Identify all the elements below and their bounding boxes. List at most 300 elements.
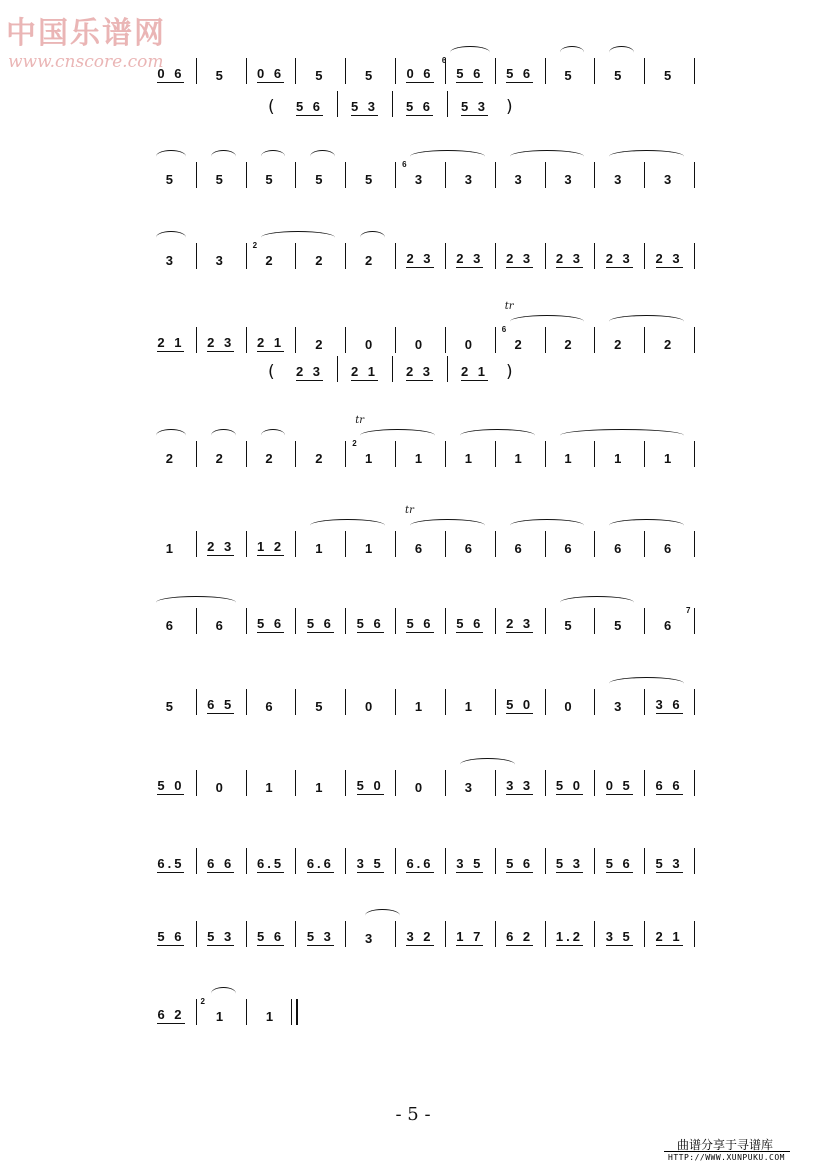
- measure: [644, 693, 694, 719]
- measure-notes: 2 3: [655, 251, 683, 266]
- footer-site-name: 曲谱分享于寻谱库: [677, 1138, 774, 1152]
- measure: [447, 360, 502, 386]
- slur: [211, 429, 236, 442]
- measure: [445, 331, 495, 357]
- measure-notes: 6: [663, 540, 675, 556]
- score-subline: [268, 360, 513, 386]
- measure: [146, 247, 196, 273]
- measure-notes: 2 3: [605, 251, 633, 266]
- paren-close: ): [506, 97, 513, 117]
- measure-notes: 6.6: [306, 856, 334, 871]
- measure: [146, 693, 196, 719]
- slur: [261, 150, 286, 163]
- measure: [295, 331, 345, 357]
- measure-notes: 3: [514, 171, 525, 187]
- measure-notes: 5 6: [605, 856, 633, 871]
- slur: [211, 150, 236, 163]
- measure: [495, 693, 545, 719]
- measure-notes: 5 3: [460, 99, 489, 114]
- measure: [594, 445, 644, 471]
- measure: [545, 852, 595, 878]
- measure: [196, 1003, 246, 1029]
- slur: [310, 150, 335, 163]
- grace-note: 2: [252, 241, 258, 250]
- slur: [510, 315, 585, 328]
- measure: [395, 774, 445, 800]
- measure-notes: 1.2: [555, 929, 583, 944]
- slur: [609, 519, 684, 532]
- measure-notes: 2: [315, 252, 326, 268]
- measure-notes: 0: [464, 336, 475, 352]
- measure: [196, 774, 246, 800]
- grace-note: 2: [200, 997, 205, 1006]
- measure: [447, 95, 502, 121]
- measure: [392, 95, 447, 121]
- measure-notes: 5: [315, 171, 326, 187]
- measure-notes: 5 6: [256, 616, 285, 631]
- measure-notes: 5: [365, 171, 376, 187]
- measure: [445, 852, 495, 878]
- measure-notes: 3: [614, 171, 625, 187]
- measure: [545, 247, 595, 273]
- measure: [196, 925, 246, 951]
- measure-notes: 1: [464, 450, 475, 466]
- slur: [560, 429, 684, 442]
- measure: [295, 852, 345, 878]
- measure: [644, 774, 694, 800]
- slur: [360, 231, 385, 244]
- measure: [495, 166, 545, 192]
- measure-notes: 0 6: [406, 66, 434, 81]
- measure-notes: 1: [663, 450, 675, 466]
- measure-notes: 1: [564, 450, 575, 466]
- measure-notes: 6: [414, 540, 426, 556]
- measure-notes: 1: [514, 450, 525, 466]
- measure: [545, 925, 595, 951]
- measure: [196, 445, 246, 471]
- measure-notes: 1 2: [256, 539, 285, 554]
- measure-notes: 5: [265, 171, 276, 187]
- measure: [594, 693, 644, 719]
- measure: [345, 612, 395, 638]
- barline: [694, 58, 695, 84]
- slur: [609, 315, 684, 328]
- measure: [495, 62, 545, 88]
- measure-notes: 0 6: [157, 66, 185, 81]
- measure-notes: 5 6: [306, 616, 334, 631]
- measure: [345, 852, 395, 878]
- measure: [594, 331, 644, 357]
- score-line: [146, 925, 694, 951]
- measure: [395, 693, 445, 719]
- measure-notes: 6 6: [207, 856, 235, 871]
- measure: [644, 166, 694, 192]
- measure-notes: 3 5: [456, 856, 484, 871]
- measure: [246, 62, 296, 88]
- measure-notes: 1: [315, 540, 326, 556]
- measure: [545, 774, 595, 800]
- slur: [609, 46, 634, 59]
- measure-notes: 5 6: [157, 929, 185, 944]
- measure: [445, 445, 495, 471]
- measure-notes: 2: [265, 252, 276, 268]
- slur: [560, 596, 635, 609]
- measure: [545, 166, 595, 192]
- slur: [156, 231, 186, 244]
- measure-notes: 2 1: [157, 335, 185, 350]
- measure-notes: 2: [663, 336, 675, 352]
- measure: [495, 535, 545, 561]
- slur: [211, 987, 236, 1000]
- measure-notes: 3: [215, 252, 226, 268]
- measure-notes: 3 3: [506, 778, 534, 793]
- measure-notes: 2 3: [555, 251, 583, 266]
- measure-notes: 5: [564, 67, 575, 83]
- measure: [196, 852, 246, 878]
- measure: [644, 612, 694, 638]
- slur: [261, 429, 286, 442]
- measure: [594, 247, 644, 273]
- measure: [146, 62, 196, 88]
- measure-notes: 0: [215, 779, 226, 795]
- measure: [545, 62, 595, 88]
- measure-notes: 1: [315, 779, 326, 795]
- measure-notes: 2 3: [295, 364, 324, 379]
- measure: [395, 166, 445, 192]
- measure: [495, 925, 545, 951]
- measure: [246, 166, 296, 192]
- measure: [295, 445, 345, 471]
- measure-notes: 2: [564, 336, 575, 352]
- measure: [445, 612, 495, 638]
- footer-site-url: HTTP://WWW.XUNPUKU.COM: [668, 1153, 785, 1162]
- trill-marking: tr: [405, 505, 414, 516]
- measure-notes: 1: [265, 1008, 277, 1024]
- measure-notes: 3: [614, 698, 625, 714]
- measure-notes: 3 2: [406, 929, 434, 944]
- measure-notes: 5: [315, 698, 326, 714]
- measure: [295, 925, 345, 951]
- measure: [395, 852, 445, 878]
- measure: [295, 693, 345, 719]
- measure-notes: 2 3: [506, 251, 534, 266]
- measure-notes: 2 3: [406, 251, 434, 266]
- paren-close: ): [506, 362, 513, 382]
- measure: [295, 247, 345, 273]
- barline: [694, 441, 695, 467]
- measure-notes: 1: [265, 779, 276, 795]
- measure: [146, 166, 196, 192]
- measure: [146, 774, 196, 800]
- final-barline-thin: [291, 999, 292, 1025]
- measure: [594, 925, 644, 951]
- measure-notes: 6: [663, 617, 675, 633]
- measure: [445, 535, 495, 561]
- measure: [395, 445, 445, 471]
- measure-notes: 3: [564, 171, 575, 187]
- measure-notes: 1: [464, 698, 475, 714]
- page-number: - 5 -: [395, 1104, 431, 1125]
- measure-notes: 2: [165, 450, 177, 466]
- watermark-url: www.cnscore.com: [8, 52, 164, 72]
- measure: [644, 535, 694, 561]
- measure-notes: 6 5: [207, 697, 235, 712]
- trill-marking: tr: [504, 301, 514, 312]
- measure-notes: 6.6: [406, 856, 434, 871]
- paren-open: (: [268, 97, 275, 117]
- grace-note: 2: [352, 439, 357, 448]
- measure: [495, 612, 545, 638]
- barline: [694, 608, 695, 634]
- measure: [345, 166, 395, 192]
- barline: [694, 848, 695, 874]
- measure: [196, 535, 246, 561]
- measure-notes: 2 3: [456, 251, 484, 266]
- barline: [694, 162, 695, 188]
- measure: [295, 612, 345, 638]
- grace-note: 6: [402, 160, 407, 169]
- measure-notes: 6: [464, 540, 475, 556]
- measure-notes: 5: [215, 67, 226, 83]
- measure: [196, 62, 246, 88]
- measure-notes: 6: [215, 617, 226, 633]
- slur: [410, 150, 485, 163]
- measure: [246, 1003, 296, 1029]
- measure: [644, 62, 694, 88]
- slur: [510, 519, 585, 532]
- measure: [295, 535, 345, 561]
- barline: [694, 327, 695, 353]
- measure-notes: 5: [215, 171, 226, 187]
- measure: [594, 852, 644, 878]
- measure: [345, 774, 395, 800]
- measure: [445, 925, 495, 951]
- slur: [460, 758, 515, 771]
- score-line: [146, 774, 694, 800]
- slur: [360, 429, 435, 442]
- measure-notes: 6.5: [157, 856, 185, 871]
- measure: [445, 774, 495, 800]
- measure: [395, 62, 445, 88]
- measure: [545, 612, 595, 638]
- measure: [445, 247, 495, 273]
- measure: [246, 331, 296, 357]
- measure-notes: 5: [165, 698, 177, 714]
- measure: [146, 612, 196, 638]
- grace-note: 7: [686, 606, 691, 615]
- measure-notes: 2 3: [506, 616, 534, 631]
- grace-note: 6: [441, 56, 447, 65]
- measure: [395, 247, 445, 273]
- measure: [146, 331, 196, 357]
- measure-notes: 5 6: [506, 856, 534, 871]
- score-line: [146, 241, 694, 273]
- measure: [594, 535, 644, 561]
- measure-notes: 2: [514, 336, 525, 352]
- measure-notes: 5 6: [456, 616, 484, 631]
- slur: [310, 519, 385, 532]
- measure: [594, 166, 644, 192]
- score-line: [146, 693, 694, 719]
- slur: [460, 429, 535, 442]
- measure-notes: 5: [614, 617, 625, 633]
- measure: [246, 925, 296, 951]
- measure-notes: 5: [663, 67, 675, 83]
- measure-notes: 2: [265, 450, 276, 466]
- barline: [694, 243, 695, 269]
- score-line: [146, 415, 694, 471]
- score-line: [146, 505, 694, 561]
- measure-notes: 3: [365, 930, 376, 946]
- measure-notes: 1: [215, 1008, 227, 1024]
- measure-notes: 2 3: [207, 335, 235, 350]
- barline: [694, 531, 695, 557]
- barline: [694, 921, 695, 947]
- measure-notes: 2 3: [207, 539, 235, 554]
- measure: [146, 852, 196, 878]
- score-line: [146, 301, 694, 357]
- slur: [560, 46, 585, 59]
- measure-notes: 2: [614, 336, 625, 352]
- measure: [295, 774, 345, 800]
- measure-notes: 0: [365, 336, 376, 352]
- slur: [156, 596, 236, 609]
- measure-notes: 2: [215, 450, 226, 466]
- trill-marking: tr: [355, 415, 365, 426]
- score-line: [146, 997, 296, 1029]
- measure-notes: 2 3: [405, 364, 434, 379]
- measure: [395, 612, 445, 638]
- slur: [609, 150, 684, 163]
- measure: [345, 62, 395, 88]
- slur: [450, 46, 490, 59]
- score-line: [146, 852, 694, 878]
- measure-notes: 5: [365, 67, 376, 83]
- measure: [594, 774, 644, 800]
- measure: [495, 774, 545, 800]
- measure: [644, 852, 694, 878]
- measure-notes: 5: [614, 67, 625, 83]
- watermark-logo: 中国乐谱网: [6, 16, 166, 51]
- measure: [545, 331, 595, 357]
- measure-notes: 2: [315, 336, 326, 352]
- measure-notes: 1: [614, 450, 625, 466]
- measure: [445, 62, 495, 88]
- measure: [445, 693, 495, 719]
- final-barline: [296, 999, 298, 1025]
- measure-notes: 2 1: [350, 364, 379, 379]
- measure: [246, 693, 296, 719]
- slur: [156, 429, 186, 442]
- measure-notes: 5 3: [207, 929, 235, 944]
- measure: [545, 445, 595, 471]
- measure-notes: 3: [464, 779, 475, 795]
- score-subline: [268, 95, 513, 121]
- measure-notes: 0: [365, 698, 376, 714]
- measure-notes: 5 6: [506, 66, 534, 81]
- measure: [345, 535, 395, 561]
- measure-notes: 0: [414, 336, 426, 352]
- measure: [495, 445, 545, 471]
- measure-notes: 5 6: [356, 616, 384, 631]
- measure: [495, 247, 545, 273]
- measure-notes: 0 6: [256, 66, 285, 81]
- measure: [545, 535, 595, 561]
- measure-notes: 2: [315, 450, 326, 466]
- measure: [644, 925, 694, 951]
- measure-notes: 1: [414, 698, 426, 714]
- measure-notes: 5 0: [555, 778, 583, 793]
- measure: [196, 612, 246, 638]
- measure-notes: 2 1: [256, 335, 285, 350]
- measure-notes: 6 6: [655, 778, 683, 793]
- measure-notes: 5 3: [350, 99, 379, 114]
- measure-notes: 1: [165, 540, 177, 556]
- slur: [410, 519, 485, 532]
- measure-notes: 6: [165, 617, 177, 633]
- measure-notes: 6: [564, 540, 575, 556]
- measure: [345, 331, 395, 357]
- measure-notes: 3 6: [655, 697, 683, 712]
- measure: [282, 95, 337, 121]
- measure: [345, 693, 395, 719]
- measure-notes: 3: [464, 171, 475, 187]
- footer-divider: [664, 1151, 790, 1152]
- measure-notes: 6: [614, 540, 625, 556]
- measure: [644, 247, 694, 273]
- slur: [156, 150, 186, 163]
- measure-notes: 1: [414, 450, 426, 466]
- measure: [246, 774, 296, 800]
- measure: [146, 445, 196, 471]
- measure-notes: 2 1: [460, 364, 489, 379]
- measure-notes: 5 3: [655, 856, 683, 871]
- measure-notes: 0: [564, 698, 575, 714]
- measure-notes: 5 0: [356, 778, 384, 793]
- measure: [246, 247, 296, 273]
- measure: [246, 852, 296, 878]
- measure: [395, 925, 445, 951]
- measure: [282, 360, 337, 386]
- measure: [337, 95, 392, 121]
- measure: [594, 612, 644, 638]
- measure-notes: 3: [663, 171, 675, 187]
- measure-notes: 2 1: [655, 929, 683, 944]
- slur: [510, 150, 585, 163]
- measure-notes: 1: [365, 540, 376, 556]
- measure-notes: 5: [165, 171, 177, 187]
- measure-notes: 0 5: [605, 778, 633, 793]
- measure-notes: 0: [414, 779, 426, 795]
- barline: [694, 770, 695, 796]
- measure: [146, 535, 196, 561]
- measure: [594, 62, 644, 88]
- measure: [295, 62, 345, 88]
- measure-notes: 1 7: [456, 929, 484, 944]
- score-line: [146, 606, 694, 638]
- measure: [545, 693, 595, 719]
- measure-notes: 6: [265, 698, 276, 714]
- measure: [196, 693, 246, 719]
- measure: [146, 1003, 196, 1029]
- measure-notes: 5 6: [295, 99, 324, 114]
- measure-notes: 5 3: [306, 929, 334, 944]
- measure: [345, 925, 395, 951]
- measure-notes: 2: [365, 252, 376, 268]
- measure-notes: 5 6: [406, 616, 434, 631]
- measure: [644, 331, 694, 357]
- measure-notes: 5 0: [506, 697, 534, 712]
